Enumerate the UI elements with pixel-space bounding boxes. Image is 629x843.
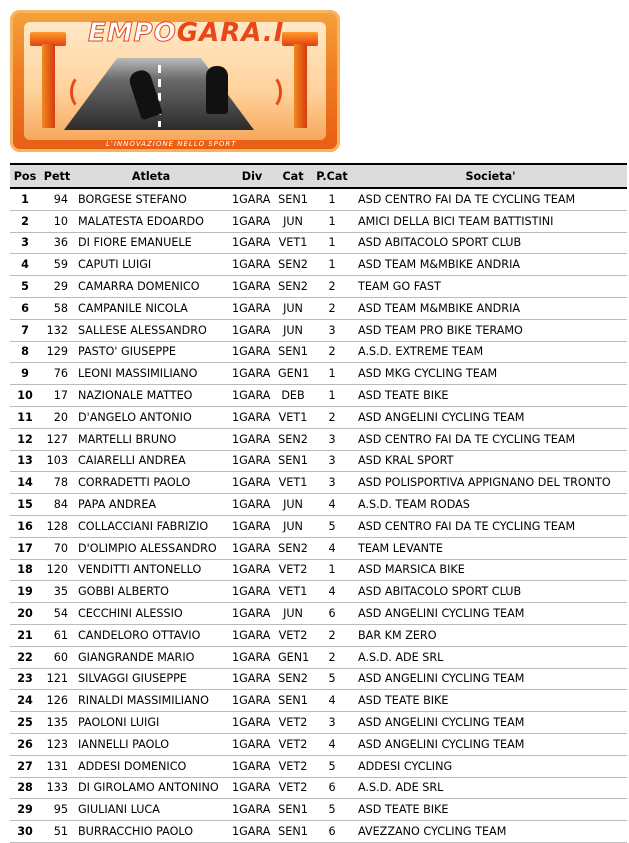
cell-div: 1GARA — [228, 450, 276, 472]
cell-div: 1GARA — [228, 363, 276, 385]
cell-atleta: PAPA ANDREA — [74, 494, 228, 516]
cell-pcat: 1 — [310, 385, 354, 407]
table-row — [10, 385, 627, 407]
table-row — [10, 297, 627, 319]
cell-pett: 132 — [40, 319, 74, 341]
logo-word-gara: GARA.I — [176, 18, 285, 48]
table-row — [10, 319, 627, 341]
cell-pos: 23 — [10, 668, 40, 690]
cell-cat: VET1 — [276, 581, 310, 603]
cell-cat: VET2 — [276, 624, 310, 646]
cell-pett: 121 — [40, 668, 74, 690]
cell-pett: 78 — [40, 472, 74, 494]
cell-atleta: MARTELLI BRUNO — [74, 428, 228, 450]
cell-pos: 14 — [10, 472, 40, 494]
cell-societa: ASD TEAM PRO BIKE TERAMO — [354, 319, 627, 341]
cell-cat: GEN1 — [276, 363, 310, 385]
table-row — [10, 341, 627, 363]
cell-div: 1GARA — [228, 821, 276, 843]
cell-div: 1GARA — [228, 210, 276, 232]
cell-div: 1GARA — [228, 777, 276, 799]
table-row — [10, 581, 627, 603]
logo-t-right-icon — [282, 32, 318, 128]
table-row — [10, 276, 627, 298]
cell-pett: 95 — [40, 799, 74, 821]
cell-societa: ASD TEAM M&MBIKE ANDRIA — [354, 254, 627, 276]
cell-pett: 103 — [40, 450, 74, 472]
cell-cat: SEN1 — [276, 821, 310, 843]
col-header-cat: Cat — [276, 164, 310, 188]
runner-icon — [206, 66, 228, 114]
table-header-row — [10, 164, 627, 188]
cell-societa: TEAM LEVANTE — [354, 537, 627, 559]
table-row — [10, 406, 627, 428]
cell-atleta: COLLACCIANI FABRIZIO — [74, 515, 228, 537]
cell-cat: SEN1 — [276, 799, 310, 821]
cell-pett: 58 — [40, 297, 74, 319]
cell-pos: 20 — [10, 603, 40, 625]
cell-cat: JUN — [276, 494, 310, 516]
signal-waves-left-icon — [70, 74, 96, 110]
tempogara-logo — [10, 10, 340, 152]
cell-pos: 28 — [10, 777, 40, 799]
cell-atleta: CAPUTI LUIGI — [74, 254, 228, 276]
cell-cat: SEN2 — [276, 668, 310, 690]
table-row — [10, 450, 627, 472]
col-header-pcat: P.Cat — [310, 164, 354, 188]
cell-societa: ASD CENTRO FAI DA TE CYCLING TEAM — [354, 515, 627, 537]
cell-pett: 133 — [40, 777, 74, 799]
cell-pos: 18 — [10, 559, 40, 581]
cell-atleta: CAMPANILE NICOLA — [74, 297, 228, 319]
cell-atleta: GIANGRANDE MARIO — [74, 646, 228, 668]
road-center-line — [158, 65, 161, 127]
col-header-societa: Societa' — [354, 164, 627, 188]
cell-div: 1GARA — [228, 472, 276, 494]
cell-cat: SEN2 — [276, 276, 310, 298]
cell-atleta: DI GIROLAMO ANTONINO — [74, 777, 228, 799]
cell-pcat: 1 — [310, 254, 354, 276]
cell-atleta: CAIARELLI ANDREA — [74, 450, 228, 472]
cell-atleta: MALATESTA EDOARDO — [74, 210, 228, 232]
cell-cat: GEN1 — [276, 646, 310, 668]
cell-pcat: 3 — [310, 450, 354, 472]
cell-atleta: CORRADETTI PAOLO — [74, 472, 228, 494]
table-row — [10, 712, 627, 734]
cell-pos: 24 — [10, 690, 40, 712]
table-row — [10, 821, 627, 843]
cell-societa: A.S.D. ADE SRL — [354, 777, 627, 799]
cell-div: 1GARA — [228, 319, 276, 341]
cell-div: 1GARA — [228, 581, 276, 603]
cell-societa: ASD KRAL SPORT — [354, 450, 627, 472]
cell-societa: ASD TEATE BIKE — [354, 799, 627, 821]
cell-div: 1GARA — [228, 559, 276, 581]
cell-societa: AVEZZANO CYCLING TEAM — [354, 821, 627, 843]
cell-atleta: BORGESE STEFANO — [74, 188, 228, 210]
cell-societa: ASD MKG CYCLING TEAM — [354, 363, 627, 385]
cell-cat: SEN2 — [276, 537, 310, 559]
cell-cat: SEN1 — [276, 450, 310, 472]
cell-atleta: RINALDI MASSIMILIANO — [74, 690, 228, 712]
cell-atleta: D'ANGELO ANTONIO — [74, 406, 228, 428]
cell-pcat: 2 — [310, 406, 354, 428]
cell-societa: ASD TEATE BIKE — [354, 385, 627, 407]
cell-cat: VET2 — [276, 733, 310, 755]
cell-cat: SEN2 — [276, 428, 310, 450]
cell-atleta: PAOLONI LUIGI — [74, 712, 228, 734]
cell-div: 1GARA — [228, 733, 276, 755]
cell-pos: 17 — [10, 537, 40, 559]
cell-pett: 76 — [40, 363, 74, 385]
table-row — [10, 537, 627, 559]
logo-tagline: L'INNOVAZIONE NELLO SPORT — [106, 140, 237, 148]
cell-pett: 20 — [40, 406, 74, 428]
cell-div: 1GARA — [228, 537, 276, 559]
cell-pcat: 4 — [310, 581, 354, 603]
logo-wordmark — [88, 18, 284, 48]
cell-pos: 29 — [10, 799, 40, 821]
cell-cat: SEN1 — [276, 188, 310, 210]
cell-societa: ASD CENTRO FAI DA TE CYCLING TEAM — [354, 188, 627, 210]
cell-pcat: 5 — [310, 668, 354, 690]
cell-pos: 8 — [10, 341, 40, 363]
table-row — [10, 646, 627, 668]
cell-pos: 6 — [10, 297, 40, 319]
cell-societa: ASD ANGELINI CYCLING TEAM — [354, 406, 627, 428]
table-row — [10, 733, 627, 755]
table-row — [10, 363, 627, 385]
cell-cat: SEN1 — [276, 341, 310, 363]
cell-pos: 25 — [10, 712, 40, 734]
cell-div: 1GARA — [228, 515, 276, 537]
cell-pcat: 1 — [310, 559, 354, 581]
cell-societa: ASD ANGELINI CYCLING TEAM — [354, 712, 627, 734]
cell-atleta: DI FIORE EMANUELE — [74, 232, 228, 254]
cell-pcat: 4 — [310, 733, 354, 755]
col-header-div: Div — [228, 164, 276, 188]
cell-pos: 26 — [10, 733, 40, 755]
table-row — [10, 254, 627, 276]
cell-pett: 131 — [40, 755, 74, 777]
cell-cat: SEN1 — [276, 690, 310, 712]
cell-societa: BAR KM ZERO — [354, 624, 627, 646]
cell-pos: 3 — [10, 232, 40, 254]
cell-pcat: 1 — [310, 232, 354, 254]
cell-pos: 1 — [10, 188, 40, 210]
cell-div: 1GARA — [228, 188, 276, 210]
cell-pcat: 1 — [310, 188, 354, 210]
cell-pcat: 3 — [310, 428, 354, 450]
cell-div: 1GARA — [228, 276, 276, 298]
cell-div: 1GARA — [228, 494, 276, 516]
cell-pos: 2 — [10, 210, 40, 232]
cell-cat: JUN — [276, 319, 310, 341]
cell-div: 1GARA — [228, 799, 276, 821]
table-row — [10, 603, 627, 625]
cell-cat: JUN — [276, 603, 310, 625]
table-row — [10, 777, 627, 799]
cell-societa: ASD MARSICA BIKE — [354, 559, 627, 581]
results-table — [10, 163, 627, 843]
cell-cat: VET2 — [276, 712, 310, 734]
cell-cat: VET1 — [276, 472, 310, 494]
cell-pett: 128 — [40, 515, 74, 537]
table-row — [10, 210, 627, 232]
cell-societa: ADDESI CYCLING — [354, 755, 627, 777]
table-row — [10, 559, 627, 581]
cell-atleta: NAZIONALE MATTEO — [74, 385, 228, 407]
cell-div: 1GARA — [228, 624, 276, 646]
cell-pos: 22 — [10, 646, 40, 668]
cell-pett: 17 — [40, 385, 74, 407]
cell-atleta: D'OLIMPIO ALESSANDRO — [74, 537, 228, 559]
cell-pos: 19 — [10, 581, 40, 603]
table-row — [10, 515, 627, 537]
cell-atleta: SALLESE ALESSANDRO — [74, 319, 228, 341]
cell-societa: TEAM GO FAST — [354, 276, 627, 298]
table-row — [10, 690, 627, 712]
cell-societa: A.S.D. EXTREME TEAM — [354, 341, 627, 363]
cell-pcat: 6 — [310, 821, 354, 843]
cell-cat: VET2 — [276, 777, 310, 799]
cell-cat: VET2 — [276, 559, 310, 581]
cell-pcat: 1 — [310, 210, 354, 232]
cell-pett: 120 — [40, 559, 74, 581]
cell-div: 1GARA — [228, 341, 276, 363]
cell-pcat: 6 — [310, 777, 354, 799]
table-row — [10, 232, 627, 254]
cell-cat: SEN2 — [276, 254, 310, 276]
logo-t-left-icon — [30, 32, 66, 128]
cell-pcat: 2 — [310, 646, 354, 668]
cell-div: 1GARA — [228, 297, 276, 319]
cell-societa: ASD CENTRO FAI DA TE CYCLING TEAM — [354, 428, 627, 450]
cell-div: 1GARA — [228, 406, 276, 428]
cell-div: 1GARA — [228, 690, 276, 712]
cell-pcat: 3 — [310, 472, 354, 494]
cell-div: 1GARA — [228, 254, 276, 276]
cell-pos: 21 — [10, 624, 40, 646]
cell-pos: 27 — [10, 755, 40, 777]
cell-pett: 129 — [40, 341, 74, 363]
cell-pos: 16 — [10, 515, 40, 537]
cell-pett: 54 — [40, 603, 74, 625]
cell-div: 1GARA — [228, 712, 276, 734]
cell-pcat: 5 — [310, 755, 354, 777]
cell-pos: 12 — [10, 428, 40, 450]
cell-societa: A.S.D. ADE SRL — [354, 646, 627, 668]
cell-societa: AMICI DELLA BICI TEAM BATTISTINI — [354, 210, 627, 232]
cell-pett: 61 — [40, 624, 74, 646]
cell-pcat: 1 — [310, 363, 354, 385]
cell-pcat: 6 — [310, 603, 354, 625]
col-header-pett: Pett — [40, 164, 74, 188]
cell-societa: ASD ABITACOLO SPORT CLUB — [354, 232, 627, 254]
cell-pett: 70 — [40, 537, 74, 559]
logo-word-tempo: EMPO — [88, 18, 177, 48]
col-header-atleta: Atleta — [74, 164, 228, 188]
cell-atleta: IANNELLI PAOLO — [74, 733, 228, 755]
cell-cat: VET1 — [276, 406, 310, 428]
cell-cat: VET1 — [276, 232, 310, 254]
cell-societa: ASD ABITACOLO SPORT CLUB — [354, 581, 627, 603]
cell-atleta: SILVAGGI GIUSEPPE — [74, 668, 228, 690]
cell-cat: JUN — [276, 515, 310, 537]
cell-societa: ASD TEAM M&MBIKE ANDRIA — [354, 297, 627, 319]
cell-div: 1GARA — [228, 428, 276, 450]
results-body — [10, 188, 627, 842]
cell-pcat: 4 — [310, 494, 354, 516]
cell-pett: 60 — [40, 646, 74, 668]
cell-cat: DEB — [276, 385, 310, 407]
cell-pett: 59 — [40, 254, 74, 276]
cell-div: 1GARA — [228, 385, 276, 407]
cell-pett: 123 — [40, 733, 74, 755]
cell-pcat: 4 — [310, 690, 354, 712]
cell-atleta: CAMARRA DOMENICO — [74, 276, 228, 298]
cell-pcat: 5 — [310, 799, 354, 821]
table-row — [10, 624, 627, 646]
cell-div: 1GARA — [228, 603, 276, 625]
cell-pcat: 2 — [310, 341, 354, 363]
signal-waves-right-icon — [256, 74, 282, 110]
cell-pett: 94 — [40, 188, 74, 210]
cell-div: 1GARA — [228, 755, 276, 777]
cell-atleta: CANDELORO OTTAVIO — [74, 624, 228, 646]
cell-pcat: 5 — [310, 515, 354, 537]
cell-pos: 11 — [10, 406, 40, 428]
cell-societa: A.S.D. TEAM RODAS — [354, 494, 627, 516]
cell-pett: 51 — [40, 821, 74, 843]
cell-atleta: GIULIANI LUCA — [74, 799, 228, 821]
table-row — [10, 755, 627, 777]
cell-cat: JUN — [276, 210, 310, 232]
cell-pcat: 4 — [310, 537, 354, 559]
cell-pett: 35 — [40, 581, 74, 603]
cell-atleta: ADDESI DOMENICO — [74, 755, 228, 777]
cell-societa: ASD TEATE BIKE — [354, 690, 627, 712]
table-row — [10, 668, 627, 690]
cell-pett: 127 — [40, 428, 74, 450]
table-row — [10, 799, 627, 821]
cell-pett: 29 — [40, 276, 74, 298]
cell-div: 1GARA — [228, 646, 276, 668]
cell-pos: 10 — [10, 385, 40, 407]
cell-div: 1GARA — [228, 232, 276, 254]
cell-societa: ASD POLISPORTIVA APPIGNANO DEL TRONTO — [354, 472, 627, 494]
cell-pett: 36 — [40, 232, 74, 254]
cell-pcat: 2 — [310, 624, 354, 646]
cell-pos: 4 — [10, 254, 40, 276]
cell-pcat: 2 — [310, 276, 354, 298]
cell-pos: 5 — [10, 276, 40, 298]
cell-societa: ASD ANGELINI CYCLING TEAM — [354, 603, 627, 625]
cell-atleta: BURRACCHIO PAOLO — [74, 821, 228, 843]
cell-atleta: PASTO' GIUSEPPE — [74, 341, 228, 363]
cell-pcat: 3 — [310, 319, 354, 341]
cell-atleta: GOBBI ALBERTO — [74, 581, 228, 603]
cell-atleta: CECCHINI ALESSIO — [74, 603, 228, 625]
table-row — [10, 428, 627, 450]
cell-pett: 135 — [40, 712, 74, 734]
cell-pos: 30 — [10, 821, 40, 843]
cell-pett: 126 — [40, 690, 74, 712]
cell-div: 1GARA — [228, 668, 276, 690]
cell-pos: 15 — [10, 494, 40, 516]
table-row — [10, 494, 627, 516]
cell-pcat: 3 — [310, 712, 354, 734]
cell-pett: 10 — [40, 210, 74, 232]
cell-cat: VET2 — [276, 755, 310, 777]
cell-societa: ASD ANGELINI CYCLING TEAM — [354, 733, 627, 755]
cell-pos: 9 — [10, 363, 40, 385]
cell-atleta: LEONI MASSIMILIANO — [74, 363, 228, 385]
col-header-pos: Pos — [10, 164, 40, 188]
cell-pos: 13 — [10, 450, 40, 472]
cell-atleta: VENDITTI ANTONELLO — [74, 559, 228, 581]
table-row — [10, 472, 627, 494]
cell-pett: 84 — [40, 494, 74, 516]
cell-cat: JUN — [276, 297, 310, 319]
table-row — [10, 188, 627, 210]
cell-societa: ASD ANGELINI CYCLING TEAM — [354, 668, 627, 690]
cell-pos: 7 — [10, 319, 40, 341]
cell-pcat: 2 — [310, 297, 354, 319]
